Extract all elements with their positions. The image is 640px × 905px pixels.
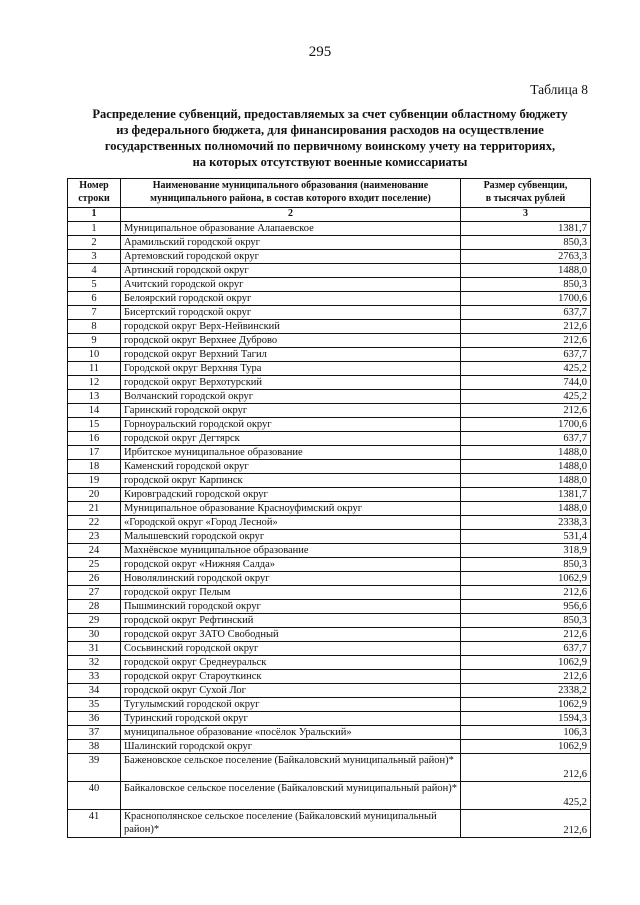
municipality-name: Городской округ Верхняя Тура: [121, 362, 461, 376]
table-row: [68, 740, 591, 754]
subsidy-amount: 2338,2: [461, 684, 591, 698]
subsidy-amount: 212,6: [461, 404, 591, 418]
municipality-name: Артинский городской округ: [121, 264, 461, 278]
row-number: 33: [68, 670, 121, 684]
table-row: [68, 754, 591, 782]
table-row: [68, 614, 591, 628]
title-line: из федерального бюджета, для финансирования расходов на осуществление: [116, 123, 544, 137]
table-row: [68, 264, 591, 278]
row-number: 26: [68, 572, 121, 586]
municipality-name: Новолялинский городской округ: [121, 572, 461, 586]
municipality-name: городской округ ЗАТО Свободный: [121, 628, 461, 642]
row-number: 23: [68, 530, 121, 544]
subsidy-amount: 637,7: [461, 642, 591, 656]
row-number: 8: [68, 320, 121, 334]
subsidy-amount: 2338,3: [461, 516, 591, 530]
row-number: 13: [68, 390, 121, 404]
title-line: на которых отсутствуют военные комиссариаты: [192, 155, 468, 169]
table-row: [68, 250, 591, 264]
subsidy-amount: 850,3: [461, 236, 591, 250]
row-number: 14: [68, 404, 121, 418]
row-number: 37: [68, 726, 121, 740]
subsidy-amount: 1488,0: [461, 502, 591, 516]
header-municipality-name: [121, 179, 461, 208]
municipality-name: Арамильский городской округ: [121, 236, 461, 250]
row-number: 32: [68, 656, 121, 670]
row-number: 18: [68, 460, 121, 474]
row-number: 36: [68, 712, 121, 726]
municipality-name: Кировградский городской округ: [121, 488, 461, 502]
municipality-name: городской округ «Нижняя Салда»: [121, 558, 461, 572]
row-number: 31: [68, 642, 121, 656]
municipality-name: «Городской округ «Город Лесной»: [121, 516, 461, 530]
table-row: [68, 628, 591, 642]
table-row: [68, 698, 591, 712]
header-text: строки: [78, 193, 110, 204]
subsidy-amount: 1488,0: [461, 264, 591, 278]
municipality-name: городской округ Верхотурский: [121, 376, 461, 390]
row-number: 21: [68, 502, 121, 516]
header-text: Размер субвенции,: [483, 180, 568, 191]
title-line: Распределение субвенций, предоставляемых за счет субвенции областному бюджету: [92, 107, 568, 121]
row-number: 38: [68, 740, 121, 754]
municipality-name: Волчанский городской округ: [121, 390, 461, 404]
header-text: в тысячах рублей: [485, 193, 566, 204]
row-number: 22: [68, 516, 121, 530]
municipality-name: Байкаловское сельское поселение (Байкаловский муниципальный район)*: [121, 782, 461, 810]
municipality-name: Белоярский городской округ: [121, 292, 461, 306]
municipality-name: Каменский городской округ: [121, 460, 461, 474]
header-text: Наименование муниципального образования (наименование: [152, 180, 429, 191]
municipality-name: городской округ Верхний Тагил: [121, 348, 461, 362]
municipality-name: Туринский городской округ: [121, 712, 461, 726]
table-row: [68, 782, 591, 810]
table-row: [68, 642, 591, 656]
municipality-name: городской округ Староуткинск: [121, 670, 461, 684]
table-row: [68, 684, 591, 698]
table-row: [68, 670, 591, 684]
table-row: [68, 530, 591, 544]
table-row: [68, 600, 591, 614]
subsidy-amount: 850,3: [461, 614, 591, 628]
municipality-name: Тугулымский городской округ: [121, 698, 461, 712]
table-header: [68, 179, 591, 222]
municipality-name: городской округ Сухой Лог: [121, 684, 461, 698]
subsidy-amount: 850,3: [461, 558, 591, 572]
table-row: [68, 306, 591, 320]
title-line: государственных полномочий по первичному воинскому учету на территориях,: [104, 139, 556, 153]
subsidy-table: [67, 178, 591, 838]
municipality-name: городской округ Пелым: [121, 586, 461, 600]
municipality-name: Муниципальное образование Красноуфимский округ: [121, 502, 461, 516]
table-row: [68, 320, 591, 334]
row-number: 6: [68, 292, 121, 306]
subsidy-amount: 318,9: [461, 544, 591, 558]
table-row: [68, 292, 591, 306]
table-row: [68, 544, 591, 558]
column-index: 1: [68, 208, 121, 222]
column-index: 2: [121, 208, 461, 222]
table-row: [68, 558, 591, 572]
table-label: Таблица 8: [530, 82, 588, 97]
table-row: [68, 474, 591, 488]
table-row: [68, 460, 591, 474]
table-row: [68, 222, 591, 236]
subsidy-amount: 425,2: [461, 390, 591, 404]
row-number: 41: [68, 810, 121, 838]
municipality-name: Малышевский городской округ: [121, 530, 461, 544]
municipality-name: Артемовский городской округ: [121, 250, 461, 264]
row-number: 16: [68, 432, 121, 446]
row-number: 17: [68, 446, 121, 460]
row-number: 5: [68, 278, 121, 292]
page-number: 295: [308, 44, 332, 60]
subsidy-amount: 1488,0: [461, 446, 591, 460]
subsidy-amount: 1062,9: [461, 656, 591, 670]
row-number: 11: [68, 362, 121, 376]
subsidy-amount: 1381,7: [461, 222, 591, 236]
row-number: 19: [68, 474, 121, 488]
table-row: [68, 488, 591, 502]
municipality-name: Шалинский городской округ: [121, 740, 461, 754]
row-number: 1: [68, 222, 121, 236]
municipality-name: Баженовское сельское поселение (Байкаловский муниципальный район)*: [121, 754, 461, 782]
subsidy-amount: 212,6: [461, 628, 591, 642]
row-number: 3: [68, 250, 121, 264]
municipality-name: городской округ Карпинск: [121, 474, 461, 488]
row-number: 9: [68, 334, 121, 348]
subsidy-amount: 637,7: [461, 432, 591, 446]
subsidy-amount: 1062,9: [461, 740, 591, 754]
row-number: 27: [68, 586, 121, 600]
table-row: [68, 712, 591, 726]
municipality-name: Гаринский городской округ: [121, 404, 461, 418]
subsidy-amount: 106,3: [461, 726, 591, 740]
subsidy-amount: 212,6: [461, 754, 591, 782]
table-row: [68, 502, 591, 516]
table-row: [68, 404, 591, 418]
table-row: [68, 334, 591, 348]
column-index: 3: [461, 208, 591, 222]
table-row: [68, 516, 591, 530]
row-number: 20: [68, 488, 121, 502]
table-row: [68, 278, 591, 292]
municipality-name: городской округ Среднеуральск: [121, 656, 461, 670]
subsidy-amount: 1488,0: [461, 474, 591, 488]
row-number: 35: [68, 698, 121, 712]
table-row: [68, 376, 591, 390]
subsidy-amount: 956,6: [461, 600, 591, 614]
table-row: [68, 236, 591, 250]
municipality-name: Краснополянское сельское поселение (Байкаловский муниципальный район)*: [121, 810, 461, 838]
header-text: муниципального района, в состав которого входит поселение): [150, 193, 431, 204]
municipality-name: городской округ Дегтярск: [121, 432, 461, 446]
table-row: [68, 810, 591, 838]
subsidy-amount: 531,4: [461, 530, 591, 544]
header-row-number: [68, 179, 121, 208]
row-number: 25: [68, 558, 121, 572]
table-row: [68, 348, 591, 362]
subsidy-amount: 744,0: [461, 376, 591, 390]
table-row: [68, 656, 591, 670]
municipality-name: муниципальное образование «посёлок Уральский»: [121, 726, 461, 740]
table-row: [68, 432, 591, 446]
subsidy-amount: 425,2: [461, 782, 591, 810]
row-number: 7: [68, 306, 121, 320]
row-number: 10: [68, 348, 121, 362]
table-body: [68, 222, 591, 838]
table-row: [68, 446, 591, 460]
municipality-name: Махнёвское муниципальное образование: [121, 544, 461, 558]
document-title: [70, 106, 590, 170]
municipality-name: городской округ Верх-Нейвинский: [121, 320, 461, 334]
table-row: [68, 572, 591, 586]
subsidy-amount: 850,3: [461, 278, 591, 292]
municipality-name: Сосьвинский городской округ: [121, 642, 461, 656]
municipality-name: городской округ Верхнее Дуброво: [121, 334, 461, 348]
municipality-name: городской округ Рефтинский: [121, 614, 461, 628]
subsidy-amount: 1594,3: [461, 712, 591, 726]
header-text: Номер: [79, 180, 109, 191]
subsidy-amount: 212,6: [461, 320, 591, 334]
subsidy-amount: 2763,3: [461, 250, 591, 264]
municipality-name: Пышминский городской округ: [121, 600, 461, 614]
row-number: 39: [68, 754, 121, 782]
row-number: 29: [68, 614, 121, 628]
subsidy-amount: 637,7: [461, 348, 591, 362]
table-row: [68, 586, 591, 600]
row-number: 34: [68, 684, 121, 698]
subsidy-amount: 637,7: [461, 306, 591, 320]
municipality-name: Бисертский городской округ: [121, 306, 461, 320]
subsidy-amount: 212,6: [461, 334, 591, 348]
subsidy-amount: 212,6: [461, 810, 591, 838]
municipality-name: Муниципальное образование Алапаевское: [121, 222, 461, 236]
row-number: 4: [68, 264, 121, 278]
row-number: 15: [68, 418, 121, 432]
table-row: [68, 418, 591, 432]
row-number: 12: [68, 376, 121, 390]
row-number: 30: [68, 628, 121, 642]
subsidy-amount: 1062,9: [461, 698, 591, 712]
subsidy-amount: 1062,9: [461, 572, 591, 586]
table-row: [68, 390, 591, 404]
subsidy-amount: 1700,6: [461, 418, 591, 432]
row-number: 40: [68, 782, 121, 810]
row-number: 24: [68, 544, 121, 558]
row-number: 2: [68, 236, 121, 250]
subsidy-amount: 212,6: [461, 670, 591, 684]
municipality-name: Ирбитское муниципальное образование: [121, 446, 461, 460]
subsidy-amount: 1381,7: [461, 488, 591, 502]
table-row: [68, 362, 591, 376]
subsidy-amount: 1700,6: [461, 292, 591, 306]
subsidy-amount: 212,6: [461, 586, 591, 600]
municipality-name: Ачитский городской округ: [121, 278, 461, 292]
row-number: 28: [68, 600, 121, 614]
header-subsidy-amount: [461, 179, 591, 208]
subsidy-amount: 425,2: [461, 362, 591, 376]
municipality-name: Горноуральский городской округ: [121, 418, 461, 432]
table-row: [68, 726, 591, 740]
subsidy-amount: 1488,0: [461, 460, 591, 474]
